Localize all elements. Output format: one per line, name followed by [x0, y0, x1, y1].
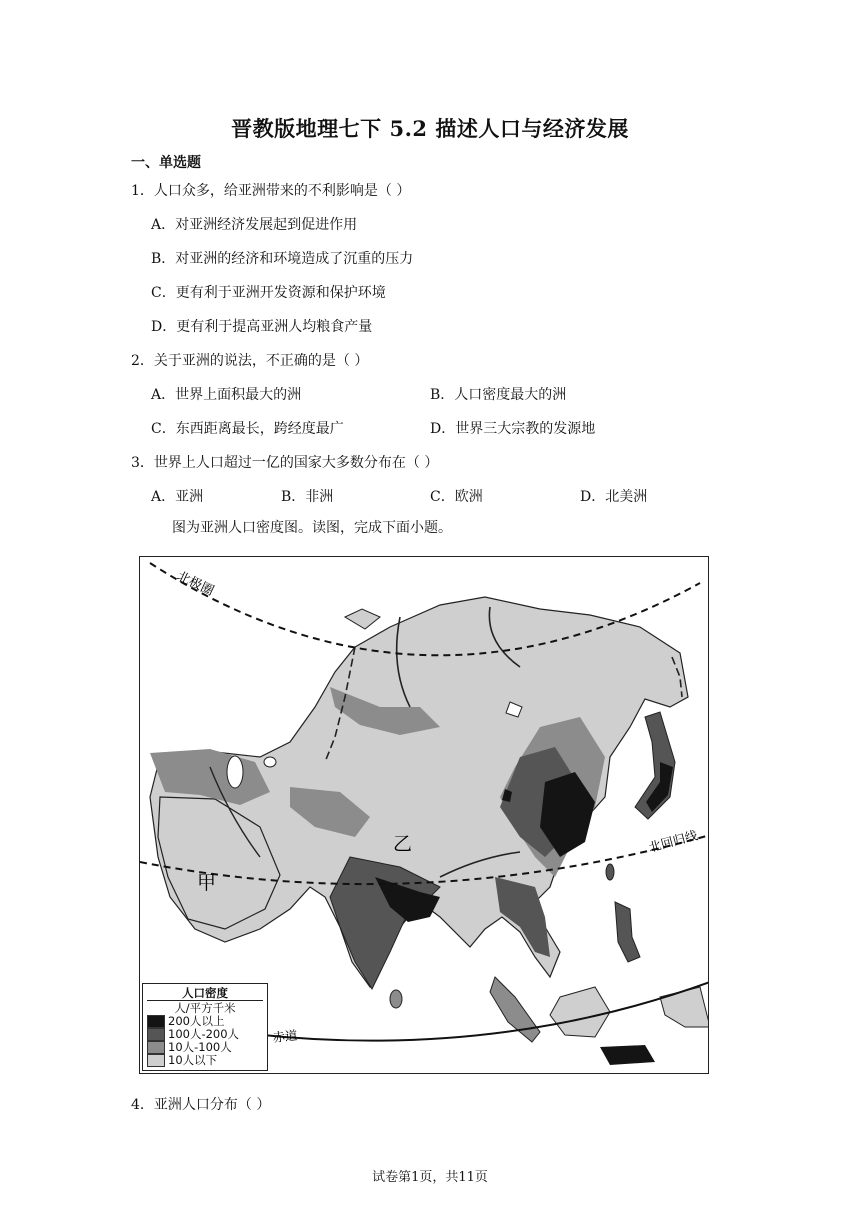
philippines: [615, 902, 640, 962]
aral-sea: [264, 757, 276, 767]
question-4-stem: 4．亚洲人口分布（ ）: [131, 1097, 271, 1113]
tropic-of-cancer-label: 北回归线: [646, 827, 700, 855]
legend-title: 人口密度: [147, 987, 263, 1001]
legend-label: 200人以上: [168, 1014, 225, 1028]
taiwan: [606, 864, 614, 880]
borneo: [550, 987, 610, 1037]
section-heading: 一、单选题: [131, 155, 201, 171]
new-guinea: [660, 987, 709, 1027]
legend-label: 100人-200人: [168, 1027, 240, 1041]
legend-swatch: [147, 1015, 165, 1028]
map-legend: [142, 983, 268, 1071]
density-200-plus-java: [600, 1045, 655, 1065]
question-3-stem: 3．世界上人口超过一亿的国家大多数分布在（ ）: [131, 455, 439, 471]
question-3-option-b[interactable]: B．非洲: [281, 489, 334, 505]
caspian-sea: [227, 756, 243, 788]
question-3-option-d[interactable]: D．北美洲: [580, 489, 648, 505]
question-3-option-c[interactable]: C．欧洲: [430, 489, 483, 505]
map-intro-text: 图为亚洲人口密度图。读图，完成下面小题。: [172, 520, 452, 536]
question-2-option-d[interactable]: D．世界三大宗教的发源地: [430, 421, 596, 437]
page-title: 晋教版地理七下 5.2 描述人口与经济发展: [231, 116, 629, 141]
asia-population-density-map: [139, 556, 709, 1074]
question-2-stem: 2．关于亚洲的说法，不正确的是（ ）: [131, 353, 369, 369]
legend-label: 10人-100人: [168, 1040, 232, 1054]
question-2-option-b[interactable]: B．人口密度最大的洲: [430, 387, 567, 403]
question-1-option-b[interactable]: B．对亚洲的经济和环境造成了沉重的压力: [151, 251, 414, 267]
legend-swatch: [147, 1054, 165, 1067]
legend-unit: 人/平方千米: [174, 1001, 236, 1015]
label-yi: 乙: [393, 833, 413, 855]
sri-lanka: [390, 990, 402, 1008]
label-jia: 甲: [197, 872, 217, 894]
question-1-option-d[interactable]: D．更有利于提高亚洲人均粮食产量: [151, 319, 373, 335]
question-2-option-c[interactable]: C．东西距离最长，跨经度最广: [151, 421, 344, 437]
question-1-option-c[interactable]: C．更有利于亚洲开发资源和保护环境: [151, 285, 386, 301]
question-1-option-a[interactable]: A．对亚洲经济发展起到促进作用: [151, 217, 358, 233]
novaya-zemlya: [345, 609, 380, 629]
question-3-option-a[interactable]: A．亚洲: [151, 489, 204, 505]
legend-label: 10人以下: [168, 1053, 218, 1067]
question-1-stem: 1．人口众多，给亚洲带来的不利影响是（ ）: [131, 183, 411, 199]
equator-label: 赤道: [271, 1027, 299, 1045]
legend-swatch: [147, 1041, 165, 1054]
legend-item: [147, 1054, 263, 1067]
question-2-option-a[interactable]: A．世界上面积最大的洲: [151, 387, 302, 403]
legend-swatch: [147, 1028, 165, 1041]
page-footer: 试卷第1页，共11页: [372, 1170, 488, 1185]
arctic-circle-label: 北极圈: [174, 569, 217, 600]
